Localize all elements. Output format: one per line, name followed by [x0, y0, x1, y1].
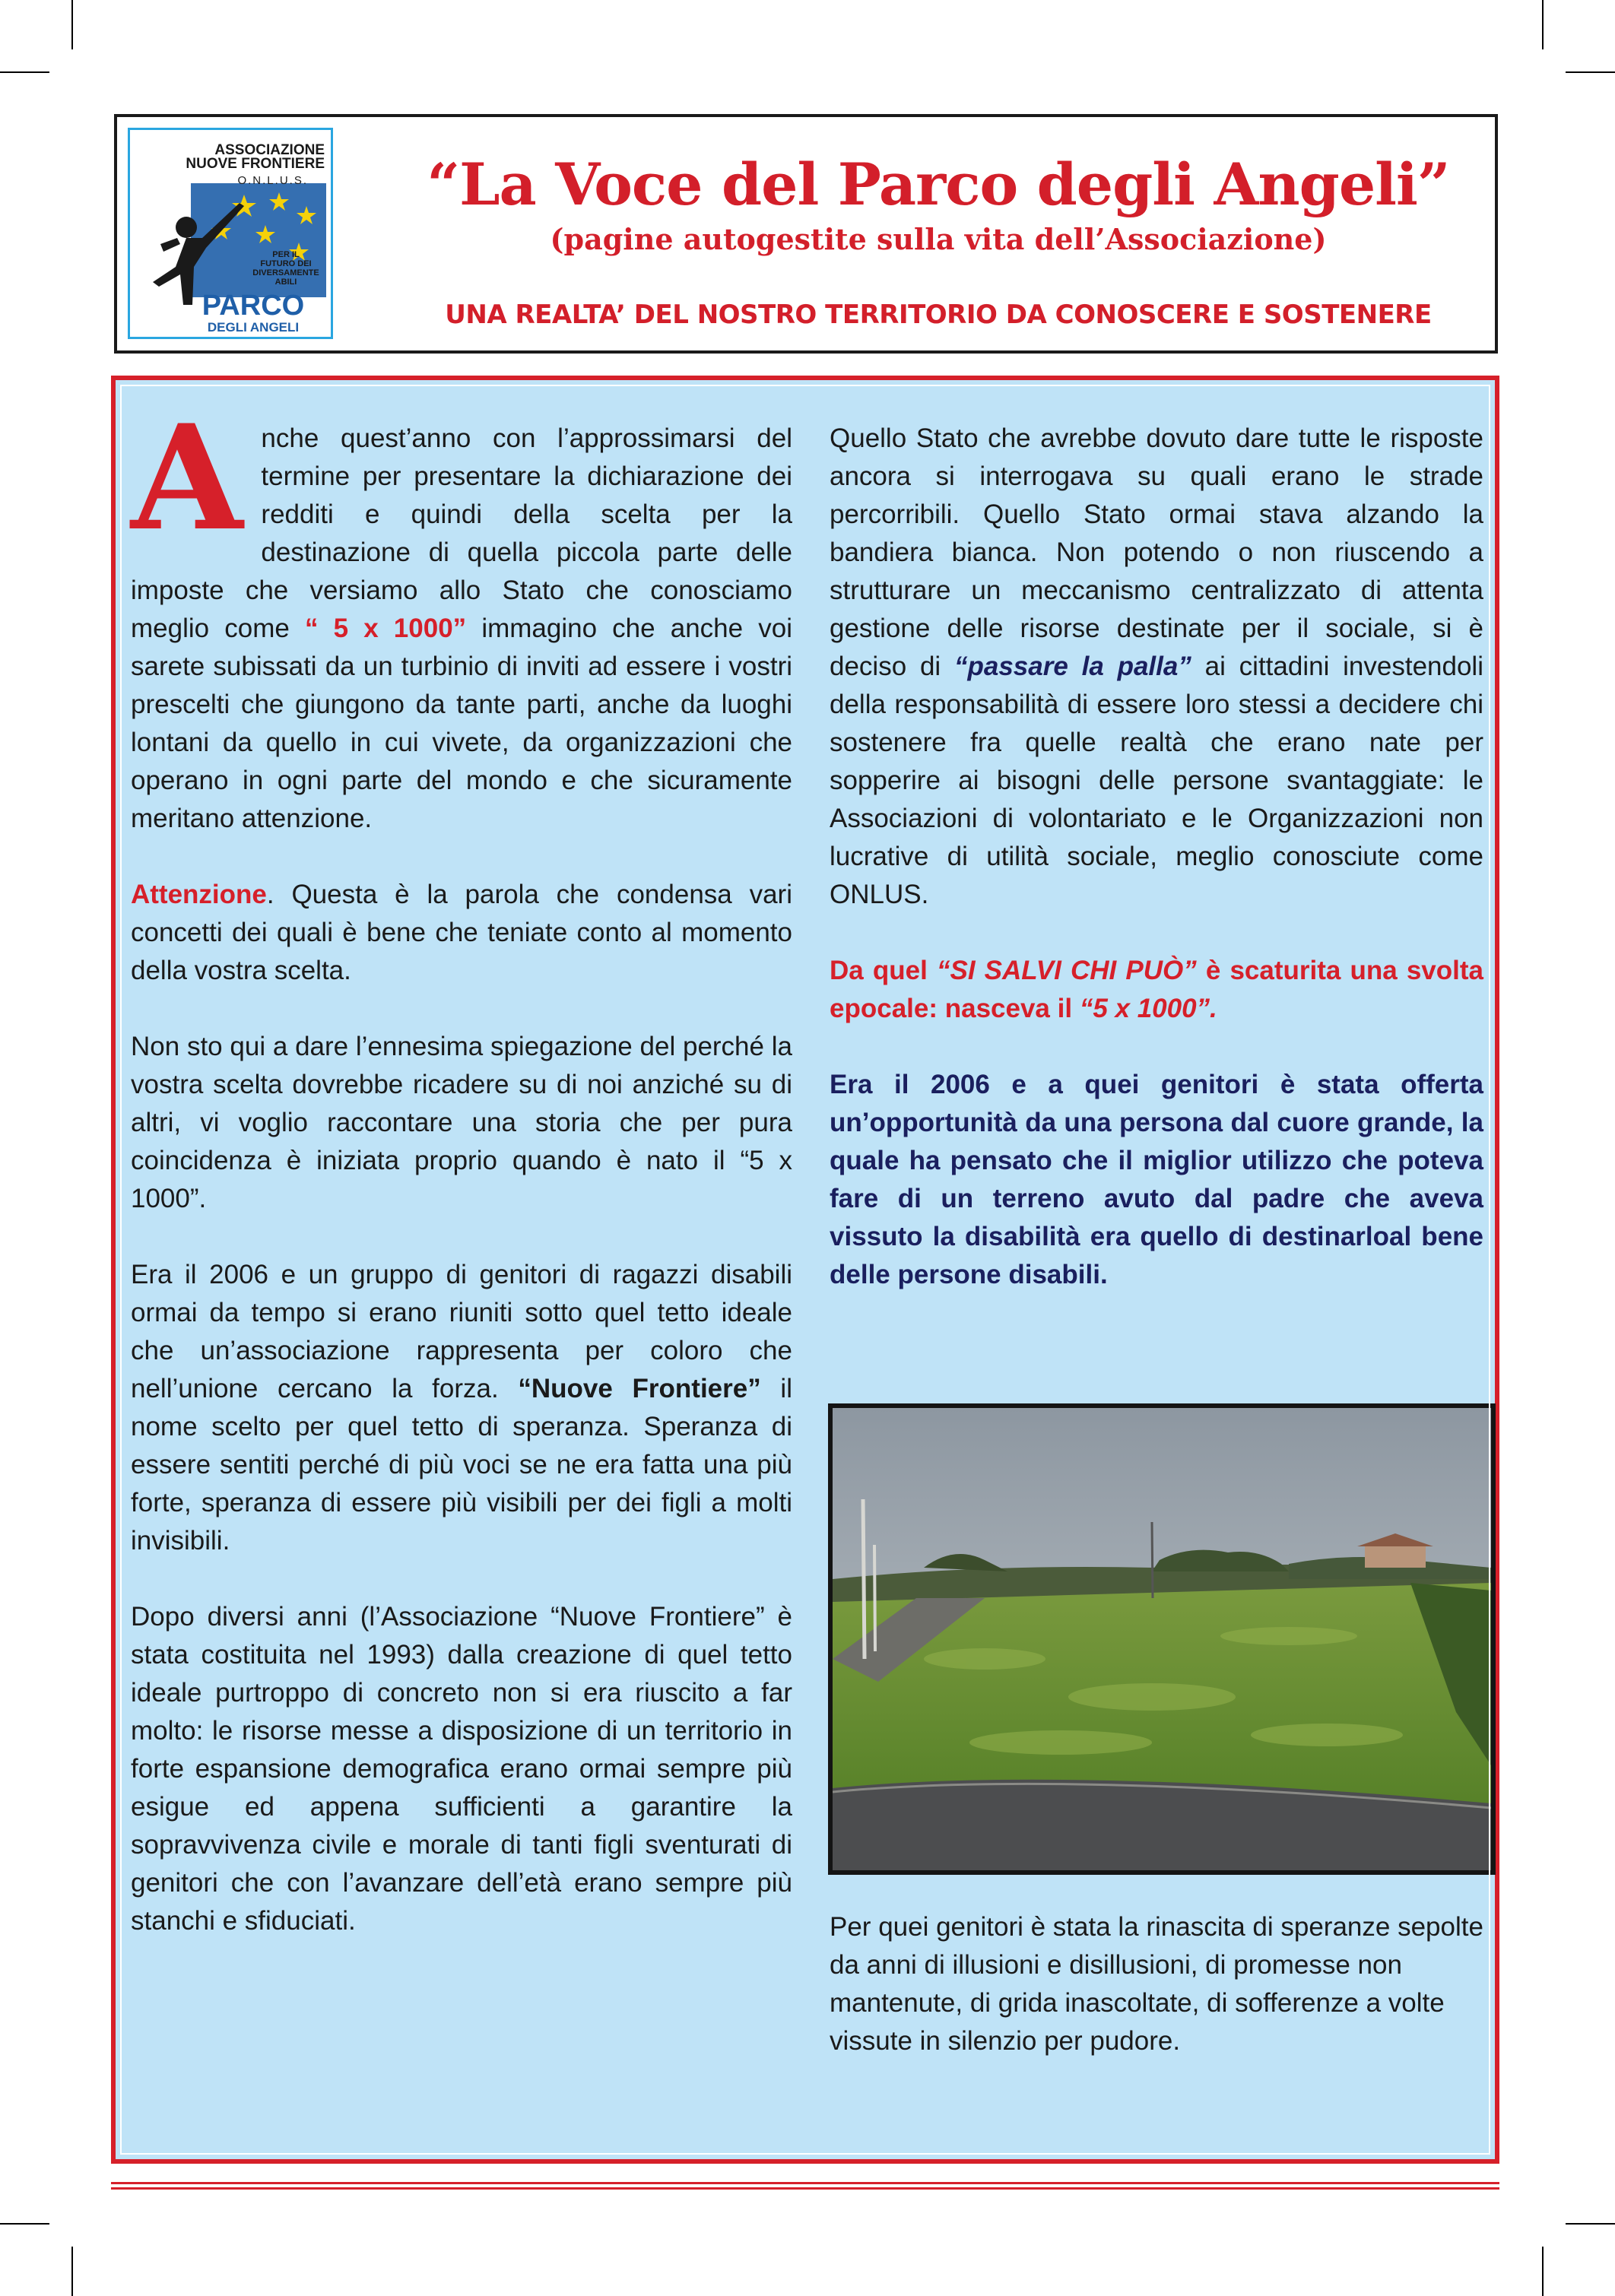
association-logo — [128, 128, 333, 339]
field-photo — [828, 1403, 1496, 1875]
highlight: “Nuove Frontiere” — [518, 1374, 761, 1403]
right-column-bottom — [830, 1908, 1483, 2098]
logo-text: ASSOCIAZIONE NUOVE FRONTIERE — [186, 142, 325, 172]
logo-onlus: O.N.L.U.S. — [237, 174, 308, 187]
crop-mark — [0, 71, 49, 73]
paragraph: Per quei genitori è stata la rinascita di speranze sepolte da anni di illusioni e disillusioni, di promesse non mantenute, di grida inascoltate, di sofferenze a volte vissute in silenzio per pudore. — [830, 1912, 1483, 2056]
crop-mark — [1566, 2223, 1615, 2225]
paragraph: Attenzione. Questa è la parola che condensa vari concetti dei quali è bene che teniate conto al momento della vostra scelta. — [131, 880, 792, 985]
crop-mark — [0, 2223, 49, 2225]
crop-mark — [71, 0, 73, 49]
paragraph: Da quel “SI SALVI CHI PUÒ” è scaturita una svolta epocale: nasceva il “5 x 1000”. — [830, 956, 1483, 1023]
left-column — [131, 393, 792, 1978]
paragraph: A nche quest’anno con l’approssimarsi del termine per presentare la dichiarazione dei redditi e quindi della scelta per la destinazione di quella piccola parte delle imposte che versiamo allo Stato che conosciamo meglio come “ 5 x 1000” immagino che anche voi sarete subissati da un turbinio di inviti ad essere i vostri prescelti che giungono da tante parti, anche da luoghi lontani da quello in cui vivete, da organizzazioni che operano in ogni parte del mondo e che sicuramente meritano attenzione. — [131, 393, 792, 833]
footer-rule — [111, 2182, 1499, 2193]
page-subtitle: (pagine autogestite sulla vita dell’Associazione) — [550, 222, 1327, 256]
highlight: “passare la palla” — [954, 652, 1191, 681]
paragraph: Non sto qui a dare l’ennesima spiegazione del perché la vostra scelta dovrebbe ricadere su di noi anziché su di altri, vi voglio raccontare una storia che per pura coincidenza è iniziata proprio quando è nato il “5 x 1000”. — [131, 1032, 792, 1213]
logo-motto: PER IL FUTURO DEI DIVERSAMENTE ABILI — [252, 250, 319, 287]
paragraph: Era il 2006 e un gruppo di genitori di ragazzi disabili ormai da tempo si erano riuniti sotto quel tetto ideale che un’associazione rappresenta per coloro che nell’unione cercano la forza. “Nuove Frontiere” il nome scelto per quel tetto di speranza. Speranza di essere sentiti perché di più voci se ne era fatta una più forte, speranza di essere più visibili per dei figli a molti invisibili. — [131, 1260, 792, 1556]
article-panel — [111, 376, 1499, 2164]
highlight: “ 5 x 1000” — [304, 614, 467, 643]
highlight: Attenzione — [131, 880, 267, 909]
paragraph: Era il 2006 e a quei genitori è stata offerta un’opportunità da una persona dal cuore grande, la quale ha pensato che il miglior utilizzo che poteva fare di un terreno avuto dal padre che aveva vissuto la disabilità era quello di destinarloal bene delle persone disabili. — [830, 1070, 1483, 1289]
page-tagline: UNA REALTA’ DEL NOSTRO TERRITORIO DA CONOSCERE E SOSTENERE — [445, 300, 1432, 330]
crop-mark — [1566, 71, 1615, 73]
paragraph: Dopo diversi anni (l’Associazione “Nuove Frontiere” è stata costituita nel 1993) dalla creazione di quel tetto ideale purtroppo di concreto non si era riuscito a far molto: le risorse messe a disposizione di un territorio in forte espansione demografica erano ormai sempre più esigue ed appena sufficienti a garantire la sopravvivenza civile e morale di tanti figli sventurati di genitori che con l’avanzare dell’età erano sempre più stanchi e sfiduciati. — [131, 1602, 792, 1936]
logo-brand-sub: DEGLI ANGELI — [207, 320, 300, 335]
crop-mark — [71, 2247, 73, 2296]
drop-cap: A — [131, 393, 243, 563]
crop-mark — [1542, 0, 1544, 49]
right-column — [830, 420, 1483, 1332]
paragraph: Quello Stato che avrebbe dovuto dare tutte le risposte ancora si interrogava su quali erano le strade percorribili. Quello Stato ormai stava alzando la bandiera bianca. Non potendo o non riuscendo a strutturare un meccanismo centralizzato di attenta gestione delle risorse destinate per il sociale, si è deciso di “passare la palla” ai cittadini investendoli della responsabilità di essere loro stessi a decidere chi sostenere fra quelle realtà che erano nate per sopperire ai bisogni delle persone svantaggiate: le Associazioni di volontariato e le Organizzazioni non lucrative di utilità sociale, meglio conosciute come ONLUS. — [830, 423, 1483, 909]
page-title: “La Voce del Parco degli Angeli” — [427, 151, 1450, 218]
logo-brand: PARCO — [201, 290, 305, 322]
crop-mark — [1542, 2247, 1544, 2296]
header-box — [114, 114, 1498, 354]
